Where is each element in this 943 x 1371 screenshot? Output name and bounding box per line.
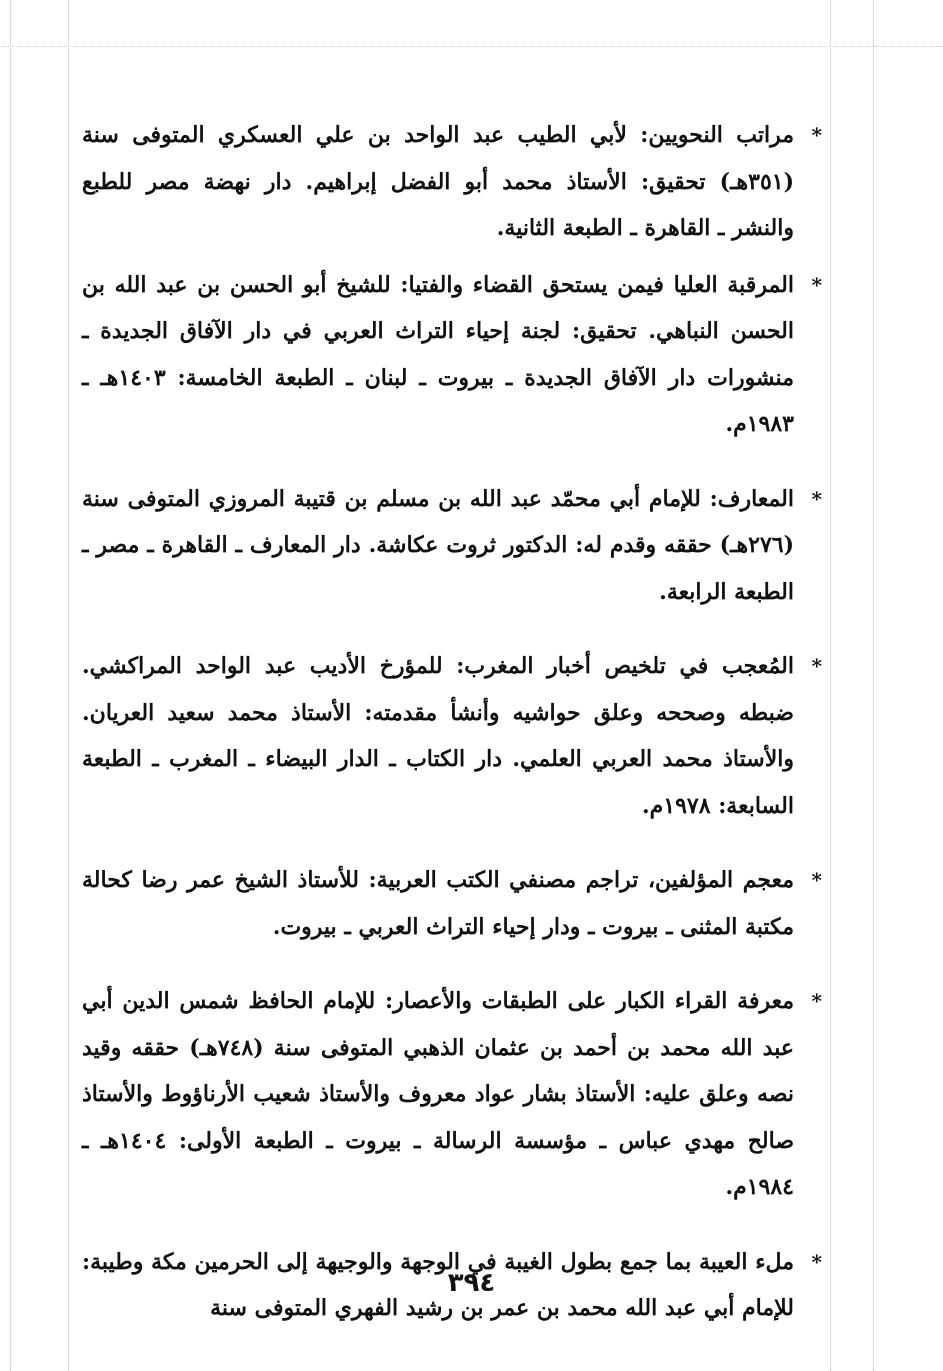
bibliography-entry [82, 112, 822, 252]
asterisk-bullet: * [811, 272, 822, 297]
bibliography-entry [82, 978, 822, 1211]
entry-text: ملء العيبة بما جمع بطول الغيبة في الوجهة والوجيهة إلى الحرمين مكة وطيبة: للإمام أبي عبد الله محمد بن عمر بن رشيد الفهري المتوفى سنة [82, 1248, 794, 1321]
bibliography-entry [82, 643, 822, 829]
entry-text: المعارف: للإمام أبي محمّد عبد الله بن مسلم بن قتيبة المروزي المتوفى سنة (٢٧٦هـ) حققه وقدم له: الدكتور ثروت عكاشة. دار المعارف ـ القاهرة ـ مصر ـ الطبعة الرابعة. [82, 485, 794, 605]
asterisk-bullet: * [811, 123, 822, 147]
bibliography-entry [82, 262, 822, 448]
entry-text: معجم المؤلفين، تراجم مصنفي الكتب العربية: للأستاذ الشيخ عمر رضا كحالة مكتبة المثنى ـ بيروت ـ ودار إحياء التراث العربي ـ بيروت. [82, 867, 794, 940]
entry-text: مراتب النحويين: لأبي الطيب عبد الواحد بن علي العسكري المتوفى سنة (٣٥١هـ) تحقيق: الأستاذ محمد أبو الفضل إبراهيم. دار نهضة مصر للطبع والنشر ـ القاهرة ـ الطبعة الثانية. [82, 122, 794, 241]
entry-text: المُعجب في تلخيص أخبار المغرب: للمؤرخ الأديب عبد الواحد المراكشي. ضبطه وصححه وعلق حواشيه وأنشأ مقدمته: الأستاذ محمد سعيد العريان. والأستاذ محمد العربي العلمي. دار الكتاب ـ الدار البيضاء ـ المغرب ـ الطبعة السابعة: ١٩٧٨م. [82, 653, 794, 819]
margin-guide-left [10, 0, 11, 1371]
asterisk-bullet: * [811, 654, 822, 678]
asterisk-bullet: * [811, 989, 822, 1013]
margin-guide-top [0, 46, 943, 47]
asterisk-bullet: * [811, 486, 822, 511]
entry-text: معرفة القراء الكبار على الطبقات والأعصار: للإمام الحافظ شمس الدين أبي عبد الله محمد بن أحمد بن عثمان الذهبي المتوفى سنة (٧٤٨هـ) حققه وقيد نصه وعلق عليه: الأستاذ بشار عواد معروف والأستاذ شعيب الأرناؤوط والأستاذ صالح مهدي عباس ـ مؤسسة الرسالة ـ بيروت ـ الطبعة الأولى: ١٤٠٤هـ ـ ١٩٨٤م. [82, 988, 794, 1200]
page-number: ٣٩٤ [447, 1268, 496, 1298]
asterisk-bullet: * [811, 868, 822, 892]
margin-guide-inner-left [68, 0, 69, 1371]
entry-text: المرقبة العليا فيمن يستحق القضاء والفتيا: للشيخ أبو الحسن بن عبد الله بن الحسن النباهي. تحقيق: لجنة إحياء التراث العربي في دار الآفاق الجديدة ـ منشورات دار الآفاق الجديدة ـ بيروت ـ لبنان ـ الطبعة الخامسة: ١٤٠٣هـ ـ ١٩٨٣م. [82, 271, 794, 437]
bibliography-entry [82, 857, 822, 950]
margin-guide-right [873, 0, 874, 1371]
margin-guide-inner-right [830, 0, 831, 1371]
bibliography-entry [82, 476, 822, 616]
asterisk-bullet: * [811, 1249, 822, 1274]
bibliography-page [82, 112, 822, 1332]
